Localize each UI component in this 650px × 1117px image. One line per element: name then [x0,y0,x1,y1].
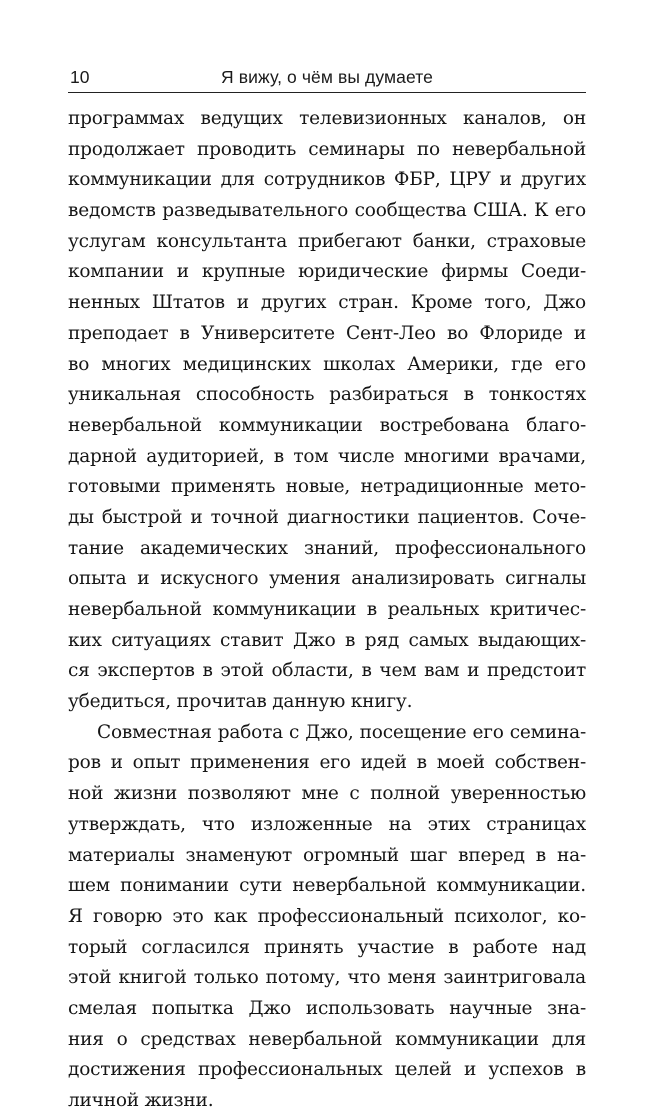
text-line: невербальной коммуникации в реальных критичес- [68,599,586,620]
text-line: ной жизни позволяют мне с полной уверенностью [68,783,586,805]
paragraph [68,104,586,718]
text-line: готовыми применять новые, нетрадиционные мето- [68,476,586,498]
text-line: программах ведущих телевизионных каналов, он [68,108,586,129]
text-line: утверждать, что изложенные на этих страницах [68,813,586,835]
text-line: преподает в Университете Сент-Лео во Флориде и [68,322,586,344]
text-line: коммуникации для сотрудников ФБР, ЦРУ и других [68,169,586,191]
text-line: уникальная способность разбираться в тонкостях [68,384,586,406]
text-line: убедиться, прочитав данную книгу. [68,691,413,713]
text-line: материалы знаменуют огромный шаг вперед в на- [68,844,586,866]
text-line: ведомств разведывательного сообщества США. К его [68,200,586,222]
text-line: ких ситуациях ставит Джо в ряд самых выдающих- [68,629,586,651]
paragraph [68,718,586,1117]
running-head [68,62,586,93]
text-line: этой книгой только потому, что меня заинтриговала [68,967,586,989]
text-line: Я говорю это как профессиональный психолог, ко- [68,905,586,927]
text-line: Совместная работа с Джо, посещение его семина- [97,721,586,743]
text-line: ды быстрой и точной диагностики пациентов. Соче- [68,506,586,528]
text-line: тание академических знаний, профессионального [68,537,586,559]
text-line: дарной аудиторией, в том числе многими врачами, [68,445,586,467]
text-line: компании и крупные юридические фирмы Соеди- [68,261,586,283]
text-line: опыта и искусного умения анализировать сигналы [68,568,586,590]
book-title: Я вижу, о чём вы думаете [221,67,433,87]
text-line: во многих медицинских школах Америки, где его [68,353,586,375]
body-text [68,104,586,1117]
text-line: ров и опыт применения его идей в моей собствен- [68,752,586,774]
text-line: невербальной коммуникации востребована благо- [68,414,586,436]
text-line: достижения профессиональных целей и успехов в [68,1059,586,1081]
text-line: продолжает проводить семинары по невербальной [68,138,586,160]
text-line: ния о средствах невербальной коммуникации для [68,1028,586,1050]
text-line: ненных Штатов и других стран. Кроме того, Джо [68,292,586,314]
text-line: смелая попытка Джо использовать научные зна- [68,997,586,1019]
text-line: услугам консультанта прибегают банки, страховые [68,230,586,252]
text-line: торый согласился принять участие в работе над [68,936,586,958]
text-line: личной жизни. [68,1090,214,1111]
text-line: шем понимании сути невербальной коммуникации. [68,875,586,897]
text-line: ся экспертов в этой области, в чем вам и предстоит [68,660,586,682]
page-number: 10 [70,67,90,87]
